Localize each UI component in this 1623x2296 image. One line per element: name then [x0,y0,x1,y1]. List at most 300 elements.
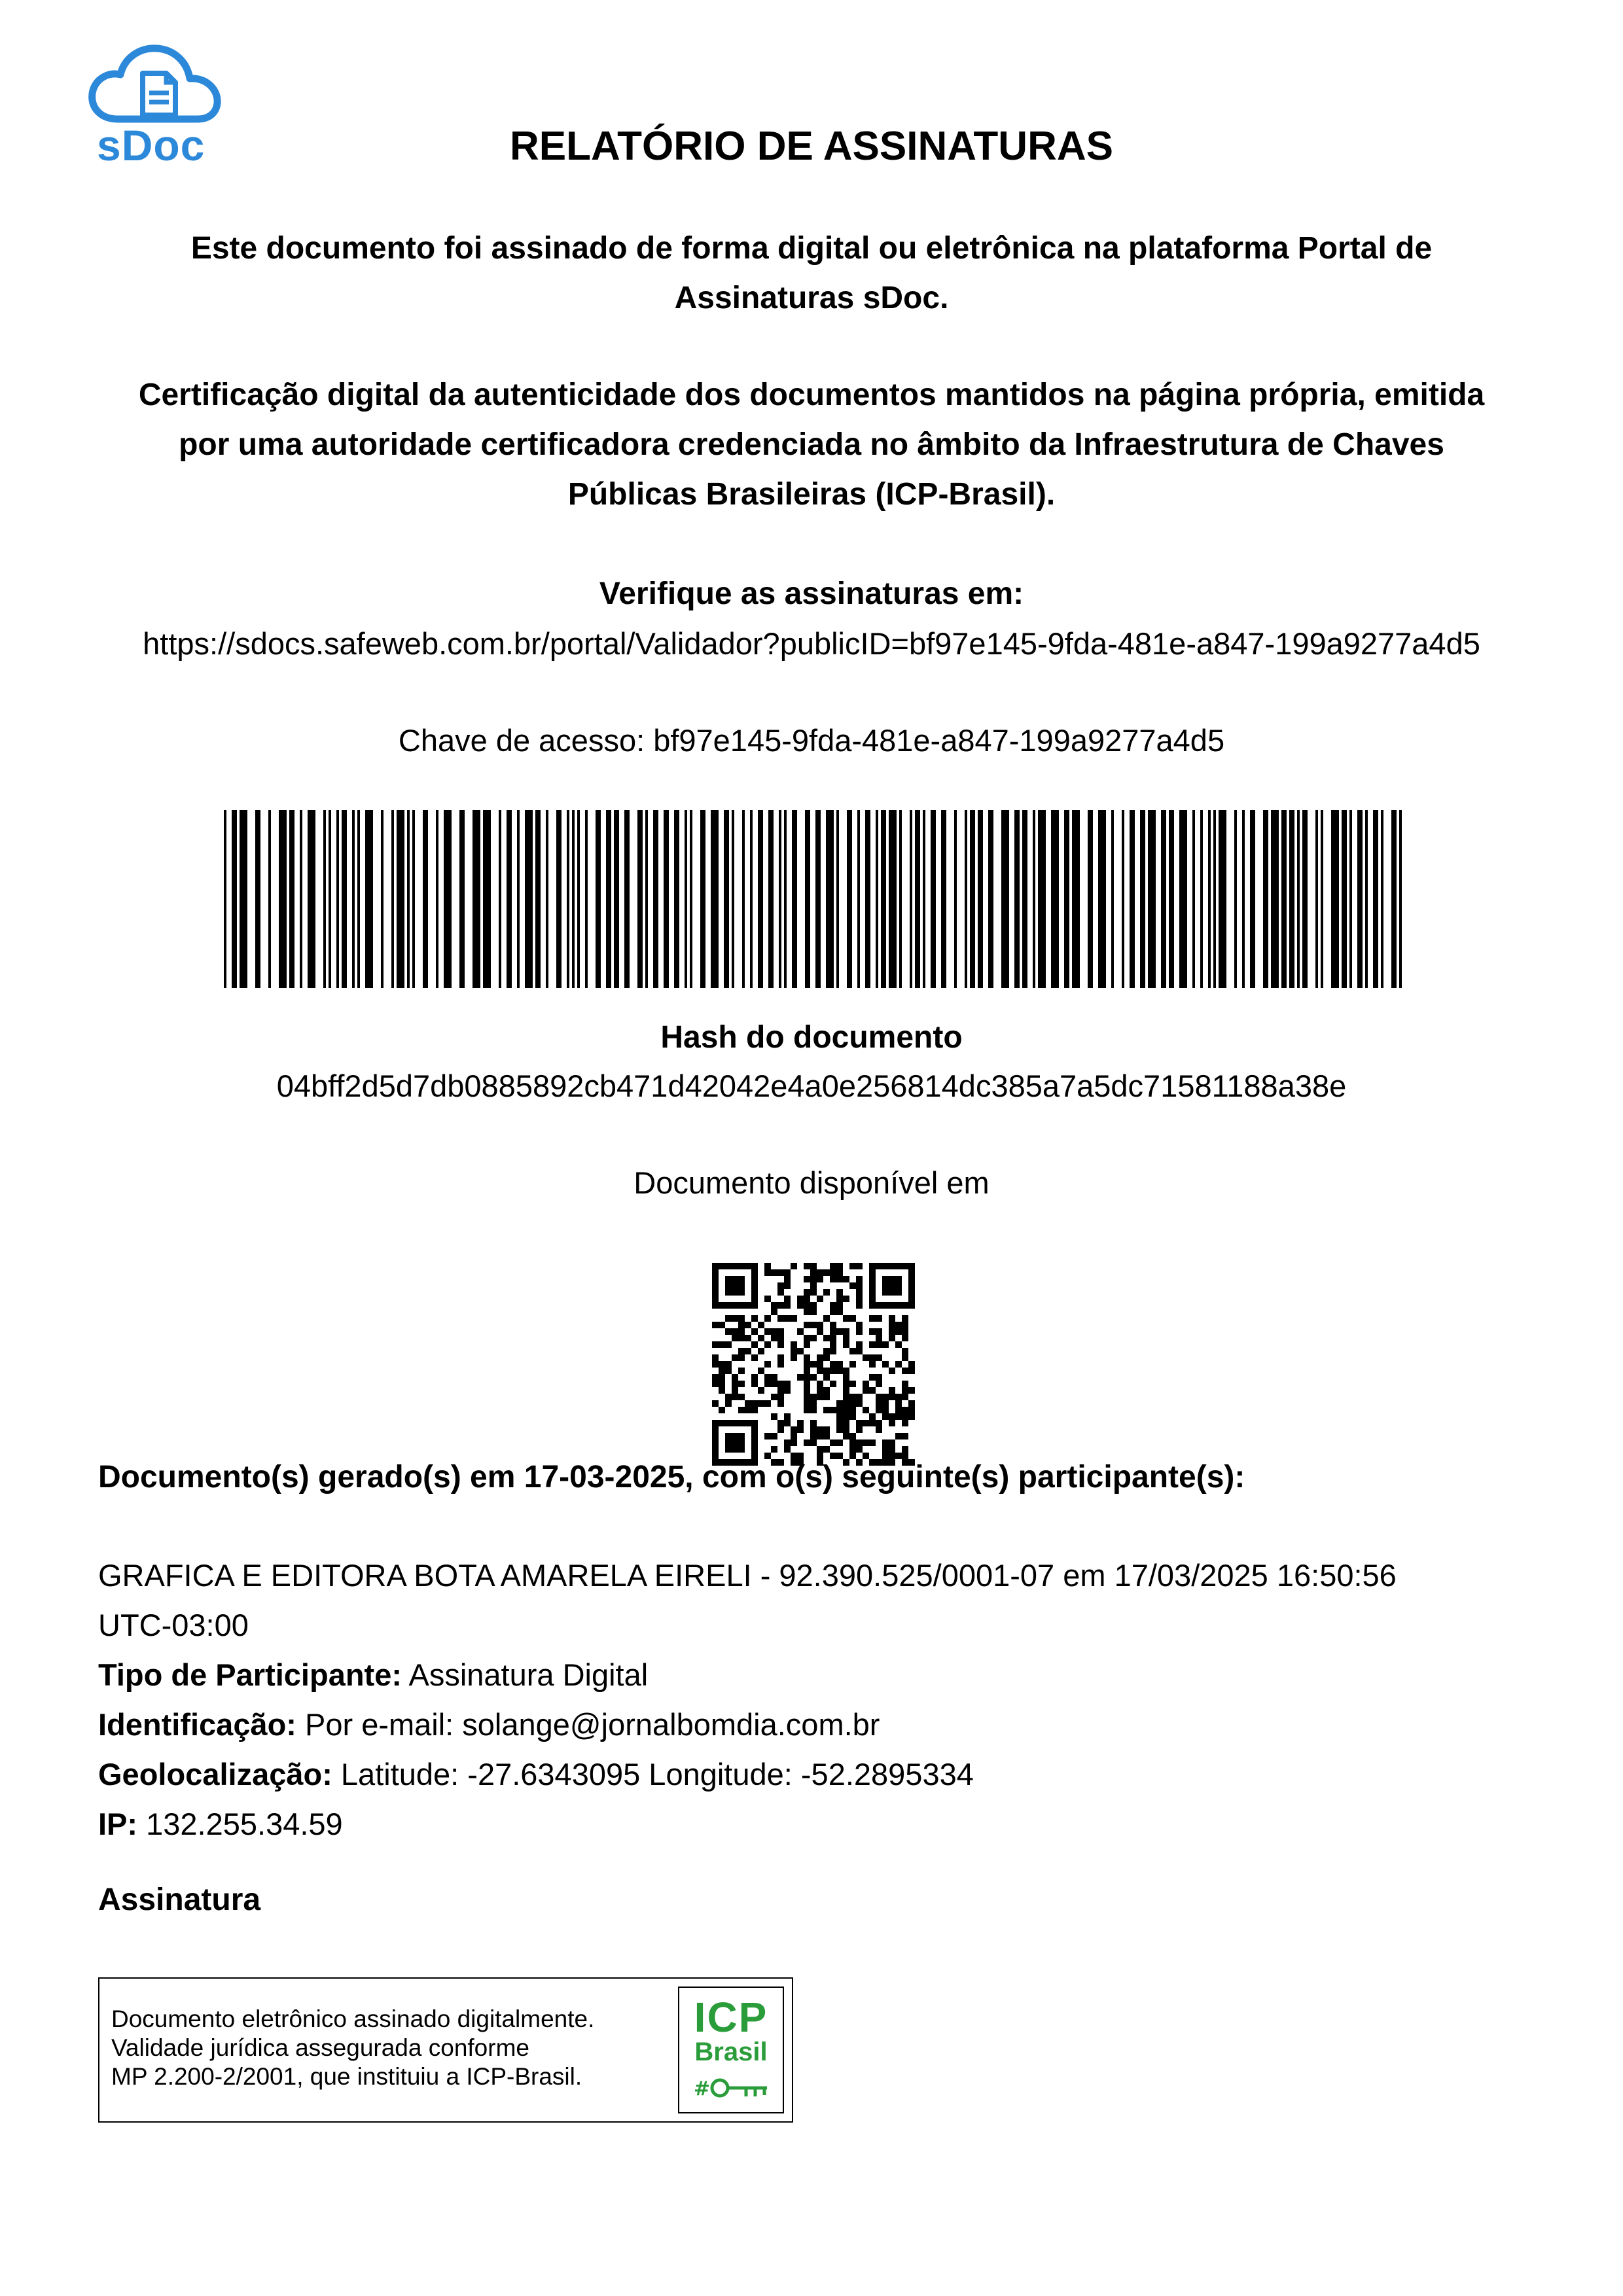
qr-module [817,1426,823,1433]
qr-module [817,1322,823,1328]
barcode-bar [436,810,438,988]
barcode-bar [664,810,669,988]
qr-module [902,1381,908,1387]
qr-module [732,1335,738,1341]
participant-id-value: Por e-mail: solange@jornalbomdia.com.br [305,1707,880,1742]
qr-module [810,1282,817,1289]
barcode-bar [711,810,719,988]
qr-module [823,1433,830,1439]
qr-module [732,1328,738,1335]
qr-module [712,1354,719,1361]
barcode-bar [1072,810,1080,988]
qr-module [784,1387,791,1394]
barcode-bar [459,810,465,988]
hash-label: Hash do documento [660,1020,963,1055]
qr-module [777,1387,784,1394]
qr-module [764,1341,771,1348]
qr-module [810,1263,817,1269]
participant-geo-label: Geolocalização: [98,1757,332,1792]
qr-module [889,1439,895,1446]
qr-module [876,1341,882,1348]
qr-module [856,1400,863,1407]
qr-module [856,1328,863,1335]
barcode-bar [758,810,763,988]
qr-module [849,1263,856,1269]
cert-line-1: Certificação digital da autenticidade dos documentos mantidos na página própria, emitida [138,378,1485,412]
qr-module [902,1420,908,1426]
barcode-bar [1331,810,1339,988]
qr-module [843,1413,849,1420]
barcode-bar [965,810,967,988]
barcode-bar [724,810,729,988]
qr-module [712,1341,719,1348]
barcode-bar [954,810,957,988]
barcode-bar [779,810,781,988]
qr-module [863,1354,869,1361]
qr-module [830,1407,836,1413]
qr-module [869,1413,876,1420]
qr-module [889,1446,895,1453]
qr-module [895,1407,902,1413]
participant-ip [98,1799,1538,1849]
qr-module [836,1263,843,1269]
verify-heading: Verifique as assinaturas em: [599,576,1024,611]
qr-module [751,1341,758,1348]
barcode-bar [1161,810,1166,988]
qr-module [745,1348,751,1354]
qr-module [830,1302,836,1309]
qr-module [738,1335,745,1341]
qr-module [869,1328,876,1335]
qr-module [784,1420,791,1426]
qr-module [902,1348,908,1354]
qr-module [725,1361,732,1368]
qr-module [889,1368,895,1374]
qr-module [804,1400,810,1407]
qr-module [810,1309,817,1315]
qr-module [882,1361,889,1368]
participant-id-label: Identificação: [98,1707,296,1742]
qr-module [764,1400,771,1407]
qr-module [745,1335,751,1341]
qr-module [777,1426,784,1433]
qr-module [836,1328,843,1335]
qr-module [876,1394,882,1400]
qr-module [843,1328,849,1335]
qr-module [738,1394,745,1400]
qr-module [758,1368,764,1374]
qr-module [908,1400,915,1407]
qr-module [804,1309,810,1315]
qr-module [738,1315,745,1322]
barcode-bar [931,810,936,988]
barcode-bar [365,810,373,988]
qr-module [823,1348,830,1354]
qr-module [764,1263,771,1269]
barcode-bar [815,810,821,988]
qr-module [830,1328,836,1335]
barcode-bar [978,810,983,988]
qr-module [784,1381,791,1387]
qr-module [843,1341,849,1348]
qr-module [823,1426,830,1433]
barcode-bar [624,810,630,988]
barcode-bar [1179,810,1187,988]
qr-module [876,1354,882,1361]
barcode-bar [577,810,580,988]
qr-module [830,1341,836,1348]
qr-module [882,1439,889,1446]
qr-module [817,1276,823,1282]
qr-module [797,1302,804,1309]
qr-module [810,1407,817,1413]
qr-module [902,1394,908,1400]
svg-text:#: # [694,2077,711,2100]
qr-module [849,1361,856,1368]
barcode-bar [232,810,237,988]
qr-module [849,1381,856,1387]
qr-module [836,1426,843,1433]
signature-text [111,2005,594,2091]
qr-module [725,1341,732,1348]
qr-module [817,1368,823,1374]
qr-module [823,1335,830,1341]
qr-module [836,1413,843,1420]
qr-module [804,1289,810,1296]
barcode-bar [391,810,394,988]
barcode-bar [546,810,548,988]
qr-module [758,1348,764,1354]
qr-module [895,1328,902,1335]
qr-module [889,1335,895,1341]
qr-module [843,1335,849,1341]
barcode-bar [1169,810,1174,988]
qr-module [732,1381,738,1387]
qr-module [810,1394,817,1400]
qr-module [863,1381,869,1387]
qr-module [810,1400,817,1407]
qr-module [751,1374,758,1381]
qr-module [777,1354,784,1361]
qr-module [764,1315,771,1322]
qr-module [830,1335,836,1341]
qr-module [777,1328,784,1335]
qr-module [771,1394,777,1400]
page-title: RELATÓRIO DE ASSINATURAS [510,124,1113,169]
qr-module [823,1407,830,1413]
qr-module [856,1282,863,1289]
qr-module [856,1296,863,1302]
barcode-bar [336,810,339,988]
qr-module [764,1296,771,1302]
signature-line-1: Documento eletrônico assinado digitalmente. [111,2005,595,2032]
qr-module [719,1374,725,1381]
qr-module [732,1394,738,1400]
qr-module [777,1341,784,1348]
qr-module [843,1407,849,1413]
qr-module [719,1387,725,1394]
qr-module [764,1381,771,1387]
qr-module [797,1374,804,1381]
barcode-bar [397,810,404,988]
qr-module [823,1387,830,1394]
barcode-bar [653,810,658,988]
qr-module [719,1322,725,1328]
qr-module [836,1407,843,1413]
barcode-bar [732,810,734,988]
qr-module [876,1381,882,1387]
qr-module [830,1309,836,1315]
barcode-bar [1321,810,1323,988]
qr-module [882,1446,889,1453]
qr-module [889,1387,895,1394]
qr-module [849,1446,856,1453]
qr-module [804,1335,810,1341]
qr-module [836,1269,843,1276]
barcode-bar [1315,810,1318,988]
qr-module [908,1387,915,1394]
barcode-bar [1064,810,1069,988]
qr-module [823,1394,830,1400]
qr-module [830,1381,836,1387]
barcode-bar [473,810,480,988]
qr-module [725,1394,732,1400]
qr-module [902,1322,908,1328]
qr-module [863,1439,869,1446]
qr-module [823,1446,830,1453]
qr-module [849,1413,856,1420]
qr-module [908,1407,915,1413]
barcode-bar [412,810,415,988]
barcode-bar [1088,810,1093,988]
barcode-bar [768,810,774,988]
qr-module [804,1394,810,1400]
qr-module [889,1328,895,1335]
qr-module [764,1374,771,1381]
qr-module [823,1374,830,1381]
qr-module [830,1361,836,1368]
barcode-bar [700,810,705,988]
barcode-bar [1051,810,1059,988]
qr-module [804,1381,810,1387]
barcode-bar [690,810,692,988]
qr-module [791,1439,797,1446]
qr-finder-center [725,1433,745,1453]
qr-module [876,1315,882,1322]
document-barcode [224,810,1402,988]
qr-module [784,1282,791,1289]
barcode-bar [1234,810,1237,988]
qr-module [751,1354,758,1361]
barcode-bar [1022,810,1027,988]
qr-module [882,1394,889,1400]
qr-module [823,1269,830,1276]
qr-module [902,1413,908,1420]
qr-module [804,1296,810,1302]
qr-module [876,1420,882,1426]
qr-module [817,1269,823,1276]
qr-module [869,1361,876,1368]
qr-module [719,1407,725,1413]
qr-module [784,1276,791,1282]
barcode-bar [572,810,575,988]
barcode-bar [1122,810,1124,988]
qr-module [771,1269,777,1276]
qr-module [745,1407,751,1413]
qr-module [843,1315,849,1322]
qr-module [804,1341,810,1348]
qr-module [725,1328,732,1335]
qr-module [843,1394,849,1400]
qr-module [908,1361,915,1368]
participant-block [98,1551,1538,1849]
qr-module [902,1407,908,1413]
qr-module [771,1381,777,1387]
qr-module [823,1289,830,1296]
participant-type-value: Assinatura Digital [408,1657,649,1692]
qr-module [902,1354,908,1361]
qr-module [876,1407,882,1413]
barcode-bar [606,810,611,988]
qr-module [791,1263,797,1269]
verify-url-link[interactable]: https://sdocs.safeweb.com.br/portal/Validador?publicID=bf97e145-9fda-481e-a847-199a9277a4d5 [143,626,1480,661]
qr-module [843,1276,849,1282]
qr-module [836,1361,843,1368]
qr-module [745,1400,751,1407]
qr-module [777,1381,784,1387]
qr-module [895,1400,902,1407]
qr-module [882,1400,889,1407]
barcode-bar [750,810,753,988]
qr-module [876,1374,882,1381]
qr-module [784,1439,791,1446]
qr-module [771,1302,777,1309]
intro-line-2: Assinaturas sDoc. [674,281,949,315]
qr-module [895,1361,902,1368]
qr-module [902,1446,908,1453]
document-qr-code[interactable] [712,1263,915,1466]
qr-module [849,1315,856,1322]
qr-module [751,1315,758,1322]
qr-module [836,1420,843,1426]
qr-module [791,1426,797,1433]
qr-module [738,1348,745,1354]
qr-module [863,1407,869,1413]
qr-module [777,1302,784,1309]
qr-module [771,1413,777,1420]
qr-module [764,1361,771,1368]
qr-module [732,1315,738,1322]
qr-module [902,1368,908,1374]
qr-module [889,1315,895,1322]
qr-module [810,1361,817,1368]
barcode-bar [742,810,745,988]
barcode-bar [1391,810,1397,988]
qr-module [856,1289,863,1296]
barcode-bar [637,810,643,988]
qr-module [732,1374,738,1381]
qr-module [777,1269,784,1276]
qr-module [823,1368,830,1374]
qr-module [810,1276,817,1282]
qr-module [719,1368,725,1374]
barcode-bar [1365,810,1368,988]
qr-module [712,1381,719,1387]
qr-module [771,1335,777,1341]
qr-module [876,1328,882,1335]
qr-module [784,1315,791,1322]
qr-module [856,1348,863,1354]
barcode-bar [289,810,294,988]
qr-module [843,1420,849,1426]
barcode-bar [836,810,839,988]
qr-module [817,1433,823,1439]
barcode-bar [1208,810,1211,988]
qr-module [751,1381,758,1387]
qr-module [889,1394,895,1400]
qr-module [804,1263,810,1269]
qr-module [836,1296,843,1302]
signature-heading: Assinatura [98,1882,261,1917]
qr-module [810,1289,817,1296]
access-key: Chave de acesso: bf97e145-9fda-481e-a847-199a9277a4d5 [398,723,1225,758]
qr-module [764,1433,771,1439]
qr-module [784,1296,791,1302]
qr-module [869,1341,876,1348]
barcode-bar [1281,810,1287,988]
qr-module [732,1354,738,1361]
barcode-bar [805,810,810,988]
participant-geolocation [98,1750,1538,1799]
qr-module [876,1426,882,1433]
qr-module [810,1420,817,1426]
qr-module [817,1354,823,1361]
qr-module [758,1400,764,1407]
participant-type-label: Tipo de Participante: [98,1657,402,1692]
participant-line-2: UTC-03:00 [98,1608,249,1642]
barcode-bar [329,810,331,988]
barcode-bar [240,810,247,988]
qr-module [849,1433,856,1439]
qr-module [810,1322,817,1328]
qr-module [797,1296,804,1302]
qr-module [719,1361,725,1368]
qr-module [777,1400,784,1407]
barcode-bar [423,810,428,988]
participant-line-1: GRAFICA E EDITORA BOTA AMARELA EIRELI - 92.390.525/0001-07 em 17/03/2025 16:50:56 [98,1558,1397,1593]
qr-module [849,1439,856,1446]
qr-module [876,1335,882,1341]
qr-module [902,1315,908,1322]
barcode-bar [826,810,834,988]
qr-module [777,1361,784,1368]
qr-module [817,1446,823,1453]
barcode-bar [1200,810,1203,988]
qr-module [712,1322,719,1328]
qr-module [797,1348,804,1354]
qr-module [830,1269,836,1276]
qr-module [797,1328,804,1335]
qr-module [738,1407,745,1413]
barcode-bar [342,810,347,988]
key-icon [694,2072,772,2104]
qr-module [849,1394,856,1400]
qr-module [738,1381,745,1387]
barcode-bar [1213,810,1216,988]
qr-module [849,1282,856,1289]
icp-seal-line-1: ICP [694,1994,768,2041]
barcode-bar [517,810,520,988]
